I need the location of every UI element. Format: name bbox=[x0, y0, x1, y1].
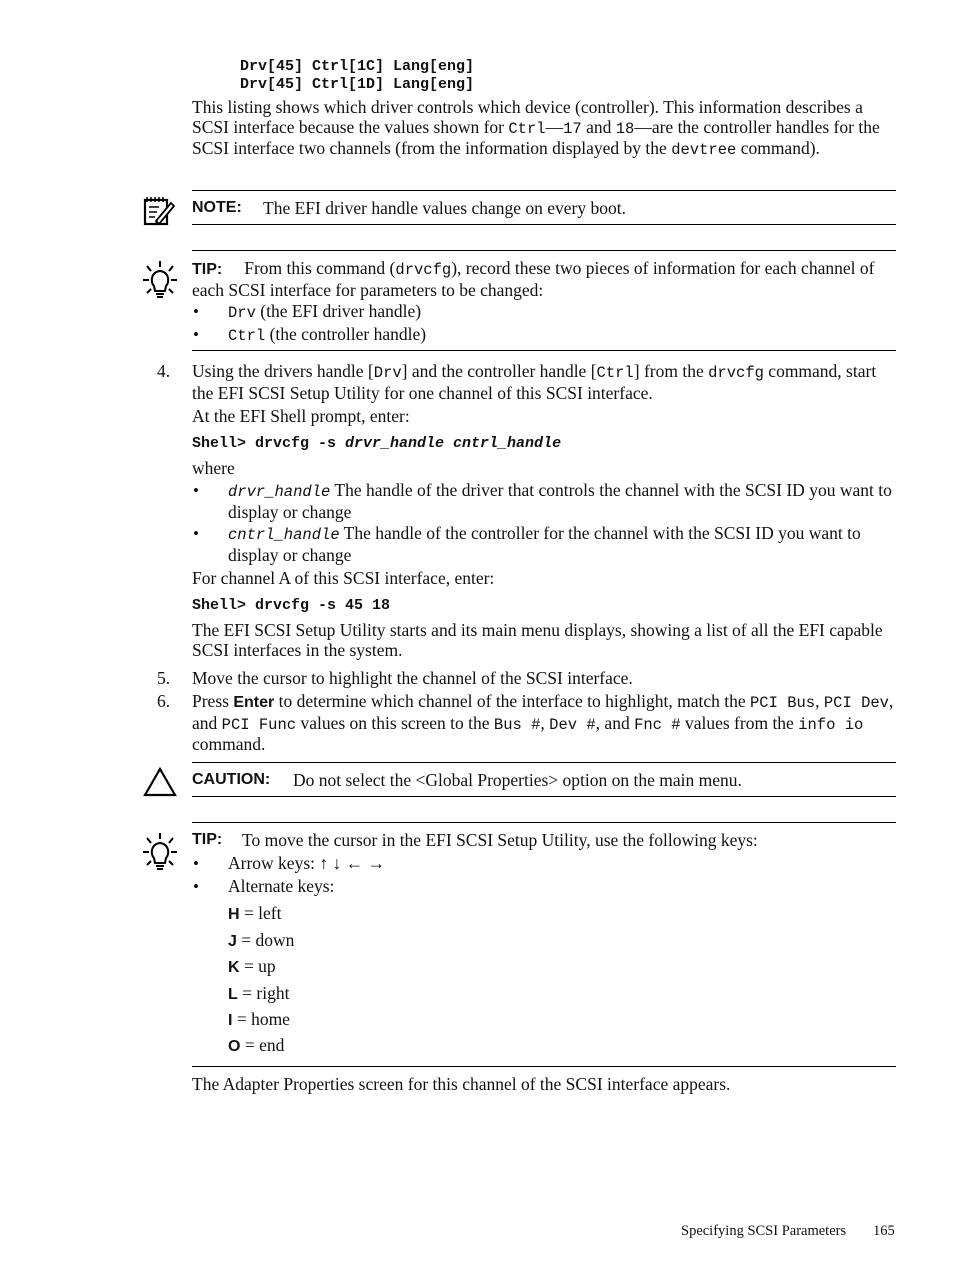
tip1-bullet-2: Ctrl (the controller handle) bbox=[228, 324, 427, 345]
bullet-dot: • bbox=[193, 524, 199, 543]
bullet-dot: • bbox=[193, 877, 199, 896]
alternate-keys-item: Alternate keys: bbox=[228, 876, 335, 896]
bullet-dot: • bbox=[193, 481, 199, 500]
caution-text: Do not select the <Global Properties> option on the main menu. bbox=[293, 770, 742, 790]
notepad-pencil-icon bbox=[142, 195, 176, 227]
tip1-label: TIP: bbox=[192, 261, 223, 278]
where-label: where bbox=[192, 458, 235, 478]
step-4-prompt-text: At the EFI Shell prompt, enter: bbox=[192, 406, 410, 426]
listing-line-1: Drv[45] Ctrl[1C] Lang[eng] bbox=[240, 58, 475, 75]
note-bottom-rule bbox=[192, 224, 896, 225]
key-h-row: H = left bbox=[228, 903, 282, 923]
lightbulb-icon bbox=[142, 260, 178, 300]
command-drvcfg-handles: Shell> drvcfg -s drvr_handle cntrl_handle bbox=[192, 435, 562, 452]
lightbulb-icon bbox=[142, 832, 178, 872]
step-5-number: 5. bbox=[157, 668, 171, 688]
arrow-keys-item: Arrow keys: ↑ ↓ ← → bbox=[228, 853, 385, 873]
tip2-top-rule bbox=[192, 822, 896, 823]
note-top-rule bbox=[192, 190, 896, 191]
tip1-paragraph: TIP: From this command (drvcfg), record these two pieces of information for each channel of each SCSI interface for parameters to be changed: bbox=[192, 258, 875, 300]
page-number: 165 bbox=[873, 1223, 895, 1239]
step-5-text: Move the cursor to highlight the channel of the SCSI interface. bbox=[192, 668, 633, 688]
bullet-dot: • bbox=[193, 325, 199, 344]
key-l-row: L = right bbox=[228, 983, 290, 1003]
step-6-number: 6. bbox=[157, 691, 171, 711]
tip1-top-rule bbox=[192, 250, 896, 251]
footer-section-title: Specifying SCSI Parameters bbox=[681, 1223, 847, 1239]
caution-bottom-rule bbox=[192, 796, 896, 797]
step-4-text: Using the drivers handle [Drv] and the controller handle [Ctrl] from the drvcfg command, start the EFI SCSI Setup Utility for one channel of this SCSI interface. bbox=[192, 361, 877, 403]
caution-top-rule bbox=[192, 762, 896, 763]
intro-paragraph: This listing shows which driver controls which device (controller). This information describes a SCSI interface because the values shown for Ctrl—17 and 18—are the controller handles for the SCSI interface two channels (from the information displayed by the devtree command). bbox=[192, 97, 880, 159]
note-text: The EFI driver handle values change on every boot. bbox=[263, 198, 626, 218]
key-o-row: O = end bbox=[228, 1035, 285, 1055]
tip2-text: To move the cursor in the EFI SCSI Setup Utility, use the following keys: bbox=[242, 830, 758, 850]
bullet-dot: • bbox=[193, 854, 199, 873]
def-cntrl-handle: cntrl_handle The handle of the controller for the channel with the SCSI ID you want to display or change bbox=[228, 523, 861, 565]
tip2-bottom-rule bbox=[192, 1066, 896, 1067]
listing-line-2: Drv[45] Ctrl[1D] Lang[eng] bbox=[240, 76, 475, 93]
tip1-bullet-1: Drv (the EFI driver handle) bbox=[228, 301, 422, 322]
def-drvr-handle: drvr_handle The handle of the driver that controls the channel with the SCSI ID you want to display or change bbox=[228, 480, 892, 522]
key-i-row: I = home bbox=[228, 1009, 290, 1029]
tip1-bottom-rule bbox=[192, 350, 896, 351]
caution-label: CAUTION: bbox=[192, 771, 271, 788]
bullet-dot: • bbox=[193, 302, 199, 321]
warning-triangle-icon bbox=[143, 767, 177, 797]
channel-a-text: For channel A of this SCSI interface, enter: bbox=[192, 568, 495, 588]
tip2-label: TIP: bbox=[192, 831, 223, 848]
command-drvcfg-45-18: Shell> drvcfg -s 45 18 bbox=[192, 597, 391, 614]
arrow-keys-glyphs: ↑ ↓ ← → bbox=[319, 853, 385, 873]
step-6-text: Press Enter to determine which channel of the interface to highlight, match the PCI Bus, PCI Dev, and PCI Func values on this screen to the Bus #, Dev #, and Fnc # values from the info io command. bbox=[192, 691, 894, 754]
key-k-row: K = up bbox=[228, 956, 276, 976]
note-label: NOTE: bbox=[192, 199, 242, 216]
step-4-number: 4. bbox=[157, 361, 171, 381]
step-4-result: The EFI SCSI Setup Utility starts and its main menu displays, showing a list of all the EFI capable SCSI interfaces in the system. bbox=[192, 620, 883, 660]
closing-paragraph: The Adapter Properties screen for this channel of the SCSI interface appears. bbox=[192, 1074, 731, 1094]
key-j-row: J = down bbox=[228, 930, 295, 950]
